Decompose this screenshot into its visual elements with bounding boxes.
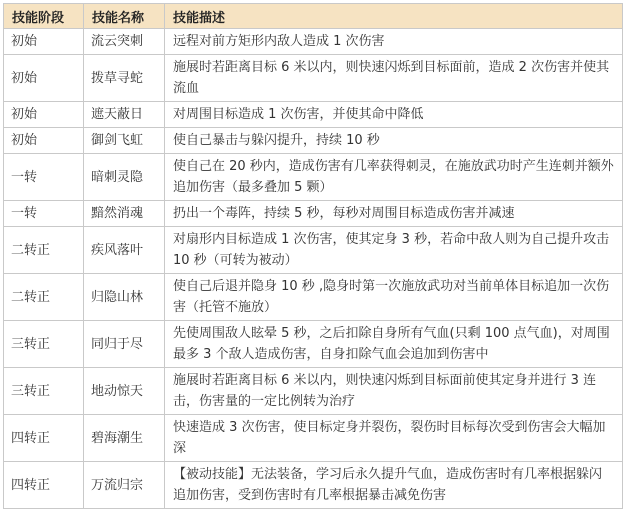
table-row — [4, 102, 623, 128]
skill-table — [3, 3, 623, 509]
cell-skill-name: 归隐山林 — [84, 274, 165, 321]
cell-stage: 一转 — [4, 201, 84, 227]
cell-skill-name: 御剑飞虹 — [84, 128, 165, 154]
cell-skill-desc: 使自己暴击与躲闪提升，持续 10 秒 — [165, 128, 623, 154]
cell-skill-name: 流云突刺 — [84, 29, 165, 55]
cell-skill-desc: 使自己后退并隐身 10 秒 ,隐身时第一次施放武功对当前单体目标追加一次伤害（托管不施放） — [165, 274, 623, 321]
cell-skill-name: 万流归宗 — [84, 462, 165, 509]
table-row — [4, 321, 623, 368]
cell-skill-name: 遮天蔽日 — [84, 102, 165, 128]
cell-skill-desc: 先使周围敌人眩晕 5 秒，之后扣除自身所有气血(只剩 100 点气血)，对周围最多 3 个敌人造成伤害，自身扣除气血会追加到伤害中 — [165, 321, 623, 368]
cell-stage: 二转正 — [4, 274, 84, 321]
skill-table-container — [3, 3, 623, 509]
cell-stage: 三转正 — [4, 321, 84, 368]
table-row — [4, 274, 623, 321]
cell-stage: 初始 — [4, 29, 84, 55]
table-row — [4, 29, 623, 55]
cell-skill-name: 暗刺灵隐 — [84, 154, 165, 201]
cell-skill-name: 地动惊天 — [84, 368, 165, 415]
table-row — [4, 227, 623, 274]
cell-stage: 初始 — [4, 102, 84, 128]
cell-stage: 四转正 — [4, 462, 84, 509]
table-row — [4, 201, 623, 227]
cell-skill-desc: 施展时若距离目标 6 米以内，则快速闪烁到目标面前，造成 2 次伤害并使其流血 — [165, 55, 623, 102]
cell-stage: 初始 — [4, 55, 84, 102]
cell-skill-name: 同归于尽 — [84, 321, 165, 368]
cell-skill-name: 拨草寻蛇 — [84, 55, 165, 102]
header-stage: 技能阶段 — [4, 4, 84, 29]
cell-skill-desc: 对扇形内目标造成 1 次伤害，使其定身 3 秒，若命中敌人则为自己提升攻击 10 秒（可转为被动） — [165, 227, 623, 274]
cell-stage: 初始 — [4, 128, 84, 154]
cell-skill-desc: 【被动技能】无法装备，学习后永久提升气血，造成伤害时有几率根据躲闪追加伤害，受到伤害时有几率根据暴击减免伤害 — [165, 462, 623, 509]
cell-skill-desc: 扔出一个毒阵，持续 5 秒，每秒对周围目标造成伤害并减速 — [165, 201, 623, 227]
cell-stage: 三转正 — [4, 368, 84, 415]
table-row — [4, 55, 623, 102]
cell-skill-desc: 使自己在 20 秒内，造成伤害有几率获得刺灵，在施放武功时产生连刺并额外追加伤害（最多叠加 5 颗） — [165, 154, 623, 201]
cell-skill-name: 黯然消魂 — [84, 201, 165, 227]
table-row — [4, 128, 623, 154]
header-row — [4, 4, 623, 29]
table-row — [4, 415, 623, 462]
cell-stage: 二转正 — [4, 227, 84, 274]
cell-skill-desc: 远程对前方矩形内敌人造成 1 次伤害 — [165, 29, 623, 55]
cell-skill-desc: 对周围目标造成 1 次伤害，并使其命中降低 — [165, 102, 623, 128]
header-name: 技能名称 — [84, 4, 165, 29]
cell-skill-desc: 快速造成 3 次伤害，使目标定身并裂伤，裂伤时目标每次受到伤害会大幅加深 — [165, 415, 623, 462]
cell-skill-name: 碧海潮生 — [84, 415, 165, 462]
table-row — [4, 368, 623, 415]
cell-skill-name: 疾风落叶 — [84, 227, 165, 274]
table-row — [4, 462, 623, 509]
cell-stage: 一转 — [4, 154, 84, 201]
table-row — [4, 154, 623, 201]
header-desc: 技能描述 — [165, 4, 623, 29]
cell-stage: 四转正 — [4, 415, 84, 462]
cell-skill-desc: 施展时若距离目标 6 米以内，则快速闪烁到目标面前使其定身并进行 3 连击，伤害量的一定比例转为治疗 — [165, 368, 623, 415]
